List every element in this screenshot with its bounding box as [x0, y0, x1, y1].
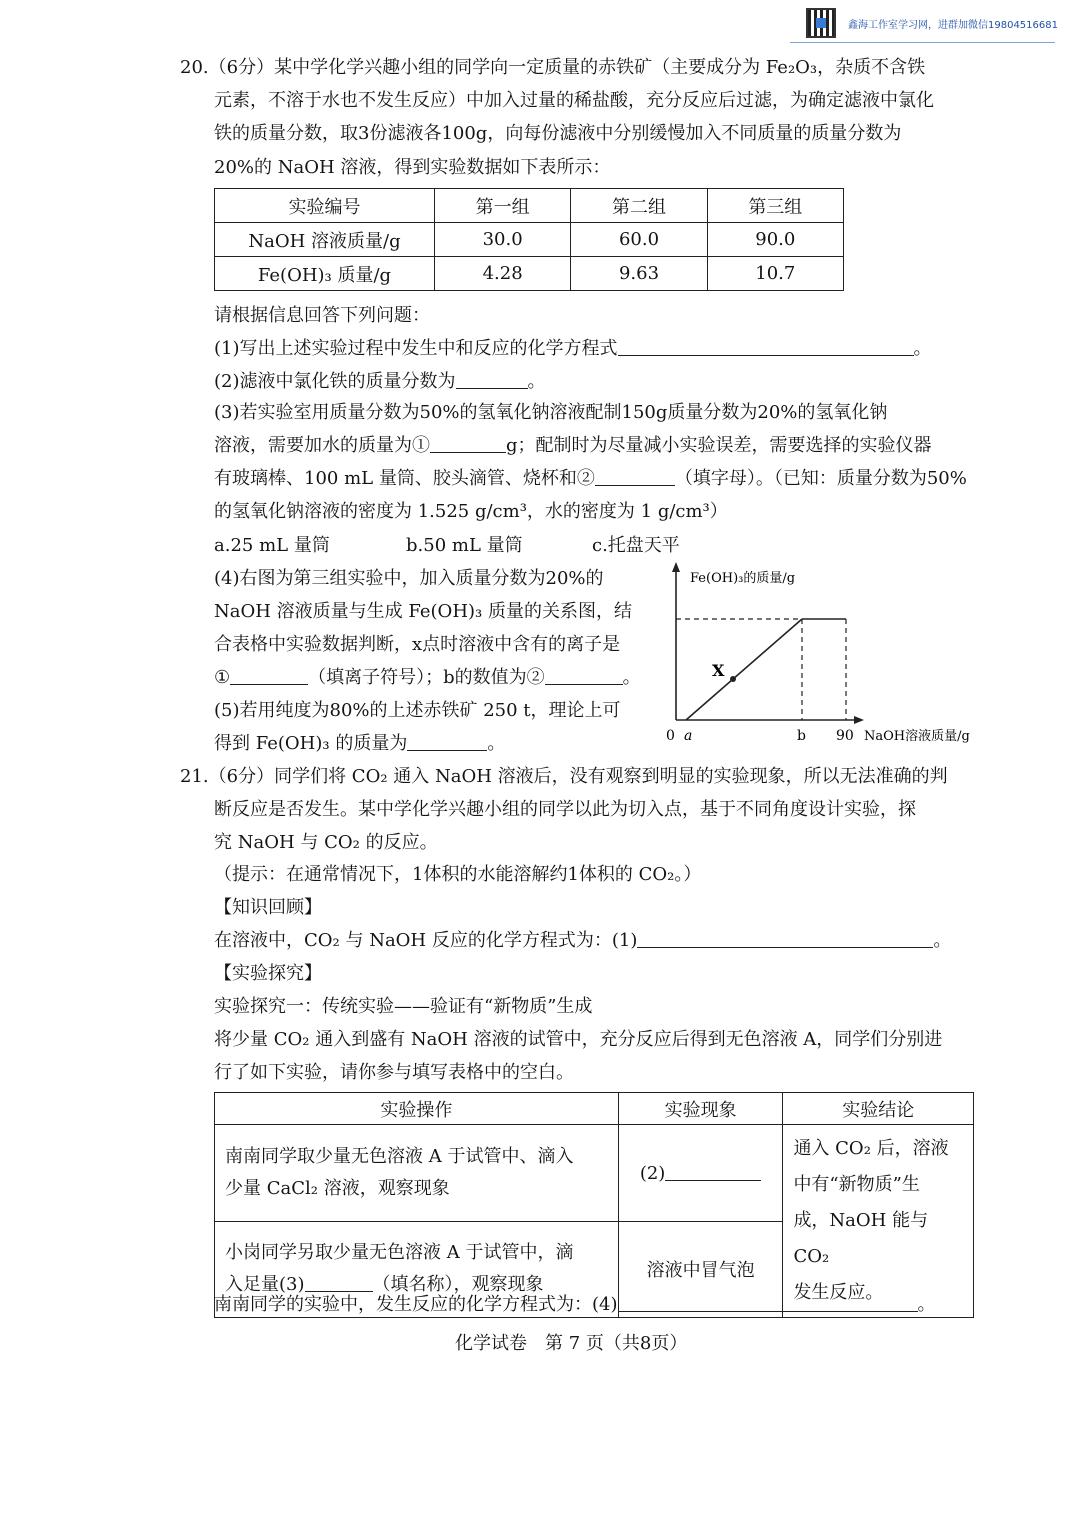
table-header-cell: 第一组 — [434, 189, 570, 223]
q20-part5-text-a: 得到 Fe(OH)₃ 的质量为 — [214, 733, 408, 754]
q21-intro-1: 21.（6分）同学们将 CO₂ 通入 NaOH 溶液后，没有观察到明显的实验现象，所以无法准确的判 — [180, 766, 948, 787]
table-cell: 4.28 — [434, 257, 570, 291]
answer-blank[interactable] — [595, 467, 675, 486]
q20-intro-4: 20%的 NaOH 溶液，得到实验数据如下表所示： — [214, 157, 611, 178]
operation-cell — [215, 1125, 619, 1222]
q20-part4-line4 — [214, 665, 641, 691]
table-header-cell: 实验编号 — [215, 189, 435, 223]
operation-line: 少量 CaCl₂ 溶液，观察现象 — [225, 1177, 450, 1199]
q21-explore-2: 将少量 CO₂ 通入到盛有 NaOH 溶液的试管中，充分反应后得到无色溶液 A，同学们分别进 — [214, 1029, 943, 1050]
q20-part3-line2 — [214, 433, 932, 459]
q21-hint: （提示：在通常情况下，1体积的水能溶解约1体积的 CO₂。） — [214, 864, 702, 885]
answer-blank[interactable] — [665, 1162, 761, 1181]
page-footer: 化学试卷 第 7 页（共8页） — [455, 1333, 688, 1354]
table-cell: 60.0 — [571, 223, 707, 257]
conclusion-line: 发生反应。 — [793, 1282, 884, 1303]
q20-part5-line2 — [214, 731, 505, 757]
header-rule — [790, 42, 1055, 43]
answer-blank[interactable] — [618, 1293, 918, 1312]
x-end-label: 90 — [836, 728, 854, 744]
origin-label: 0 — [666, 728, 675, 744]
phenomenon-label: (2) — [639, 1162, 666, 1184]
table-cell: 30.0 — [434, 223, 570, 257]
y-axis-label: Fe(OH)₃的质量/g — [690, 571, 796, 586]
table-row — [215, 223, 844, 257]
table-cell: 90.0 — [707, 223, 843, 257]
q20-part3-text-a: 溶液，需要加水的质量为① — [214, 435, 430, 456]
answer-blank[interactable] — [545, 666, 623, 685]
answer-blank[interactable] — [637, 929, 933, 948]
q20-option-a: a.25 mL 量筒 — [214, 535, 330, 556]
table-cell: Fe(OH)₃ 质量/g — [215, 257, 435, 291]
q20-intro-3: 铁的质量分数，取3份滤液各100g，向每份滤液中分别缓慢加入不同质量的质量分数为 — [214, 123, 902, 144]
q20-part4-text-b: （填离子符号）；b的数值为② — [308, 667, 545, 688]
table-cell: 9.63 — [571, 257, 707, 291]
phenomenon-cell: 溶液中冒气泡 — [618, 1221, 783, 1318]
table-header-cell: 实验现象 — [618, 1093, 783, 1125]
q20-graph — [660, 560, 980, 750]
q21-review-text: 在溶液中，CO₂ 与 NaOH 反应的化学方程式为：(1) — [214, 930, 638, 951]
q20-part2 — [214, 369, 546, 395]
qr-code-icon — [806, 8, 836, 38]
point-x-label: X — [712, 661, 725, 680]
q21-equation-text: 南南同学的实验中，发生反应的化学方程式为：(4) — [214, 1294, 618, 1315]
q20-part4-text-a: ① — [214, 667, 231, 688]
x-axis-label: NaOH溶液质量/g — [864, 729, 970, 744]
q20-part4-line2: NaOH 溶液质量与生成 Fe(OH)₃ 质量的关系图，结 — [214, 601, 632, 622]
q21-intro-3: 究 NaOH 与 CO₂ 的反应。 — [214, 832, 438, 853]
table-header-cell: 第二组 — [571, 189, 707, 223]
q20-option-b: b.50 mL 量筒 — [406, 535, 523, 556]
q20-part4-text-c: 。 — [622, 667, 641, 688]
q20-part1 — [214, 336, 932, 362]
q20-part4-line3: 合表格中实验数据判断，x点时溶液中含有的离子是 — [214, 634, 621, 655]
conclusion-line: 中有“新物质”生 — [793, 1174, 920, 1195]
table-header-row — [215, 1093, 974, 1125]
q20-part2-text: (2)滤液中氯化铁的质量分数为 — [214, 371, 456, 392]
answer-blank[interactable] — [407, 732, 487, 751]
answer-blank[interactable] — [305, 1273, 373, 1292]
q20-data-table — [214, 188, 844, 291]
table-header-cell: 第三组 — [707, 189, 843, 223]
q20-part4-line1: (4)右图为第三组实验中，加入质量分数为20%的 — [214, 568, 604, 589]
table-row — [215, 257, 844, 291]
table-row — [215, 1125, 974, 1222]
q20-part1-end: 。 — [913, 338, 932, 359]
q20-part3-text-c: 有玻璃棒、100 mL 量筒、胶头滴管、烧杯和② — [214, 468, 595, 489]
q21-explore-title: 【实验探究】 — [214, 963, 322, 984]
q21-explore-3: 行了如下实验，请你参与填写表格中的空白。 — [214, 1062, 574, 1083]
q20-option-c: c.托盘天平 — [592, 535, 680, 556]
phenomenon-cell — [618, 1125, 783, 1222]
q20-part5-text-b: 。 — [487, 733, 506, 754]
table-header-cell: 实验结论 — [783, 1093, 974, 1125]
q20-part3-line3 — [214, 466, 967, 492]
q20-part1-text: (1)写出上述实验过程中发生中和反应的化学方程式 — [214, 338, 618, 359]
x-axis-arrow-icon — [854, 716, 864, 724]
q20-intro-1: 20.（6分）某中学化学兴趣小组的同学向一定质量的赤铁矿（主要成分为 Fe₂O₃，杂质不含铁 — [180, 57, 926, 78]
conclusion-line: 成，NaOH 能与 CO₂ — [793, 1210, 929, 1267]
conclusion-cell — [783, 1125, 974, 1318]
b-label: b — [797, 728, 806, 744]
q20-part2-end: 。 — [527, 371, 546, 392]
q20-part3-line4: 的氢氧化钠溶液的密度为 1.525 g/cm³，水的密度为 1 g/cm³） — [214, 501, 728, 522]
rising-line — [686, 619, 802, 720]
answer-blank[interactable] — [430, 434, 506, 453]
table-cell: 10.7 — [707, 257, 843, 291]
q21-review-end: 。 — [933, 930, 952, 951]
conclusion-line: 通入 CO₂ 后，溶液 — [793, 1138, 949, 1159]
point-x — [730, 676, 736, 682]
q20-part3-line1: (3)若实验室用质量分数为50%的氢氧化钠溶液配制150g质量分数为20%的氢氧化钠 — [214, 402, 888, 423]
a-label: a — [684, 728, 693, 744]
q20-intro-2: 元素，不溶于水也不发生反应）中加入过量的稀盐酸，充分反应后过滤，为确定滤液中氯化 — [214, 90, 934, 111]
q20-ask: 请根据信息回答下列问题： — [214, 305, 430, 326]
table-cell: NaOH 溶液质量/g — [215, 223, 435, 257]
q21-review-title: 【知识回顾】 — [214, 897, 322, 918]
q21-explore-1: 实验探究一：传统实验——验证有“新物质”生成 — [214, 996, 593, 1017]
answer-blank[interactable] — [618, 337, 914, 356]
q20-part5-line1: (5)若用纯度为80%的上述赤铁矿 250 t，理论上可 — [214, 700, 621, 721]
operation-text: 入足量(3) — [225, 1274, 305, 1296]
operation-text: （填名称），观察现象 — [372, 1274, 544, 1296]
q21-review-line — [214, 928, 951, 954]
table-header-cell: 实验操作 — [215, 1093, 619, 1125]
q21-equation-end: 。 — [917, 1294, 936, 1315]
answer-blank[interactable] — [230, 666, 308, 685]
page-header — [806, 6, 1058, 40]
table-header-row — [215, 189, 844, 223]
answer-blank[interactable] — [456, 370, 528, 389]
q21-experiment-table — [214, 1092, 974, 1318]
q20-part3-text-d: （填字母）。（已知：质量分数为50% — [674, 468, 967, 489]
header-brand: 鑫海工作室学习网，进群加微信19804516681 — [848, 19, 1058, 31]
q20-part3-text-b: g；配制时为尽量减小实验误差，需要选择的实验仪器 — [506, 435, 932, 456]
q21-equation-line — [214, 1292, 936, 1318]
operation-line: 南南同学取少量无色溶液 A 于试管中、滴入 — [225, 1145, 574, 1167]
y-axis-arrow-icon — [672, 562, 680, 572]
operation-line: 小岗同学另取少量无色溶液 A 于试管中，滴 — [225, 1242, 574, 1264]
q21-intro-2: 断反应是否发生。某中学化学兴趣小组的同学以此为切入点，基于不同角度设计实验，探 — [214, 799, 916, 820]
